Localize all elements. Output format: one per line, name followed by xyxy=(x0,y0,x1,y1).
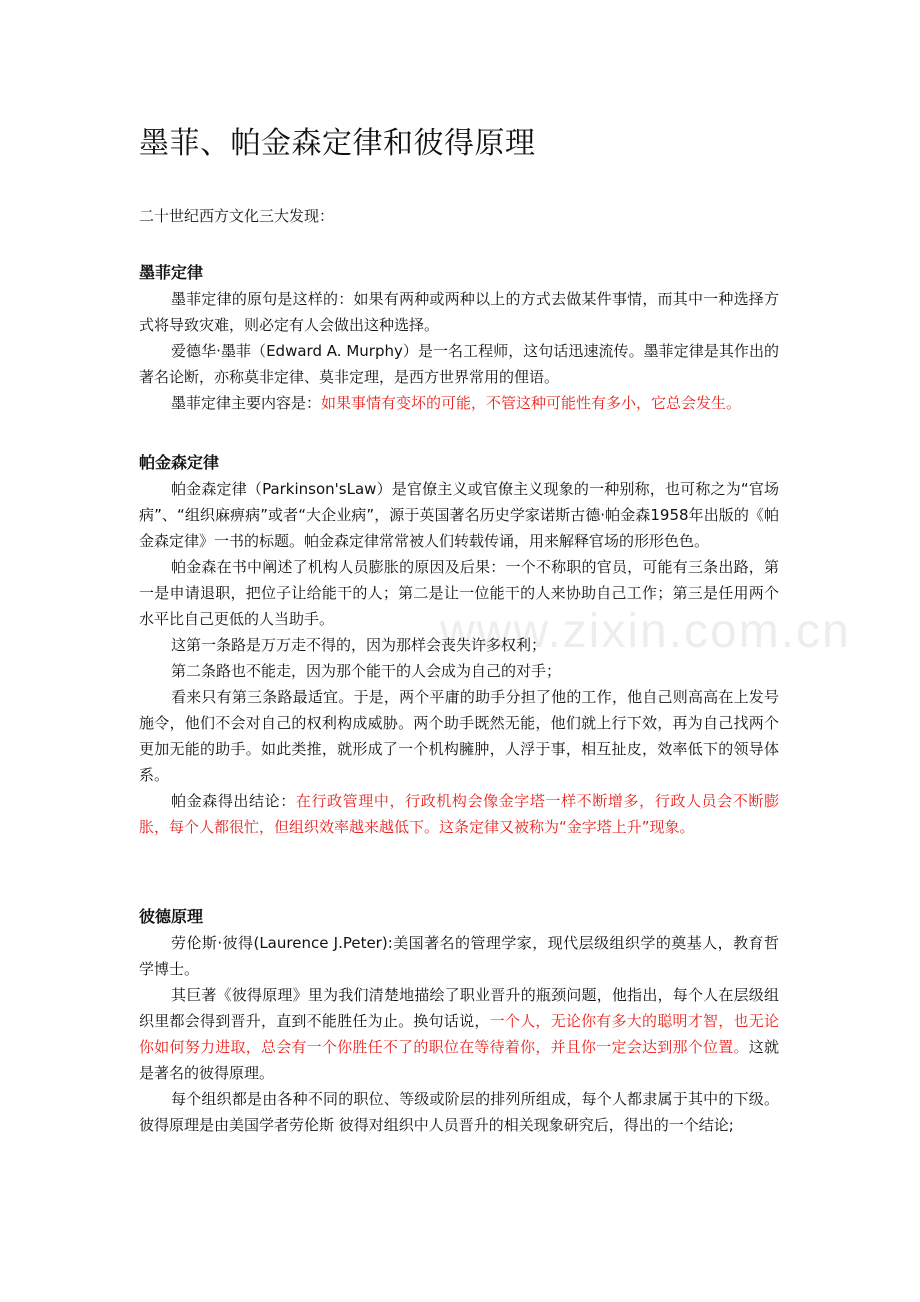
peter-highlight: 一个人，无论你有多大的聪明才智，也无论你如何努力进取，总会有一个你胜任不了的职位在等待着你，并且你一定会达到那个位置。 xyxy=(139,1012,779,1056)
murphy-paragraph-3 xyxy=(139,390,779,416)
peter-paragraph-1: 劳伦斯·彼得(Laurence J.Peter):美国著名的管理学家，现代层级组织学的奠基人，教育哲学博士。 xyxy=(139,934,779,978)
section-heading-peter: 彼德原理 xyxy=(139,907,204,926)
section-parkinson xyxy=(139,450,779,840)
section-peter xyxy=(139,904,779,1138)
parkinson-highlight: 在行政管理中，行政机构会像金字塔一样不断增多，行政人员会不断膨胀，每个人都很忙，但组织效率越来越低下。这条定律又被称为“金字塔上升”现象。 xyxy=(139,792,779,836)
document-title: 墨菲、帕金森定律和彼得原理 xyxy=(139,126,536,161)
parkinson-paragraph-4: 第二条路也不能走，因为那个能干的人会成为自己的对手； xyxy=(171,662,562,680)
parkinson-paragraph-6 xyxy=(139,788,779,840)
murphy-paragraph-1: 墨菲定律的原句是这样的：如果有两种或两种以上的方式去做某件事情，而其中一种选择方式将导致灾难，则必定有人会做出这种选择。 xyxy=(139,290,779,334)
parkinson-paragraph-3: 这第一条路是万万走不得的，因为那样会丧失许多权利； xyxy=(171,636,547,654)
section-heading-parkinson: 帕金森定律 xyxy=(139,453,220,472)
peter-p2-text-1: 其巨著《彼得原理》里为我们清楚地描绘了职业晋升的瓶颈问题，他指出，每个人在层级组织里都会得到晋升，直到不能胜任为止。换句话说， xyxy=(139,986,779,1030)
murphy-highlight: 如果事情有变坏的可能，不管这种可能性有多小，它总会发生。 xyxy=(321,394,742,412)
parkinson-paragraph-5: 看来只有第三条路最适宜。于是，两个平庸的助手分担了他的工作，他自己则高高在上发号施令，他们不会对自己的权利构成威胁。两个助手既然无能，他们就上行下效，再为自己找两个更加无能的助手。如此类推，就形成了一个机构臃肿，人浮于事，相互扯皮，效率低下的领导体系。 xyxy=(139,688,779,784)
murphy-paragraph-2: 爱德华·墨菲（Edward A. Murphy）是一名工程师，这句话迅速流传。墨菲定律是其作出的著名论断，亦称莫非定律、莫非定理，是西方世界常用的俚语。 xyxy=(139,342,779,386)
parkinson-p6-text: 帕金森得出结论： xyxy=(171,792,296,810)
peter-p2-text-2: 这就是著名的彼得原理。 xyxy=(139,1038,779,1082)
murphy-p3-text: 墨菲定律主要内容是： xyxy=(171,394,322,412)
parkinson-paragraph-1: 帕金森定律（Parkinson'sLaw）是官僚主义或官僚主义现象的一种别称，也可称之为“官场病”、“组织麻痹病”或者“大企业病”，源于英国著名历史学家诺斯古德·帕金森1958年出版的《帕金森定律》一书的标题。帕金森定律常常被人们转载传诵，用来解释官场的形形色色。 xyxy=(139,480,779,550)
section-heading-murphy: 墨菲定律 xyxy=(139,263,204,282)
parkinson-paragraph-2: 帕金森在书中阐述了机构人员膨胀的原因及后果：一个不称职的官员，可能有三条出路，第一是申请退职，把位子让给能干的人；第二是让一位能干的人来协助自己工作；第三是任用两个水平比自己更低的人当助手。 xyxy=(139,558,779,628)
watermark: www.zixin.com.cn xyxy=(440,605,851,658)
peter-paragraph-2 xyxy=(139,982,779,1086)
intro-line: 二十世纪西方文化三大发现： xyxy=(139,207,335,225)
section-murphy xyxy=(139,260,779,416)
peter-paragraph-3: 每个组织都是由各种不同的职位、等级或阶层的排列所组成，每个人都隶属于其中的下级。彼得原理是由美国学者劳伦斯 彼得对组织中人员晋升的相关现象研究后，得出的一个结论; xyxy=(139,1090,779,1134)
